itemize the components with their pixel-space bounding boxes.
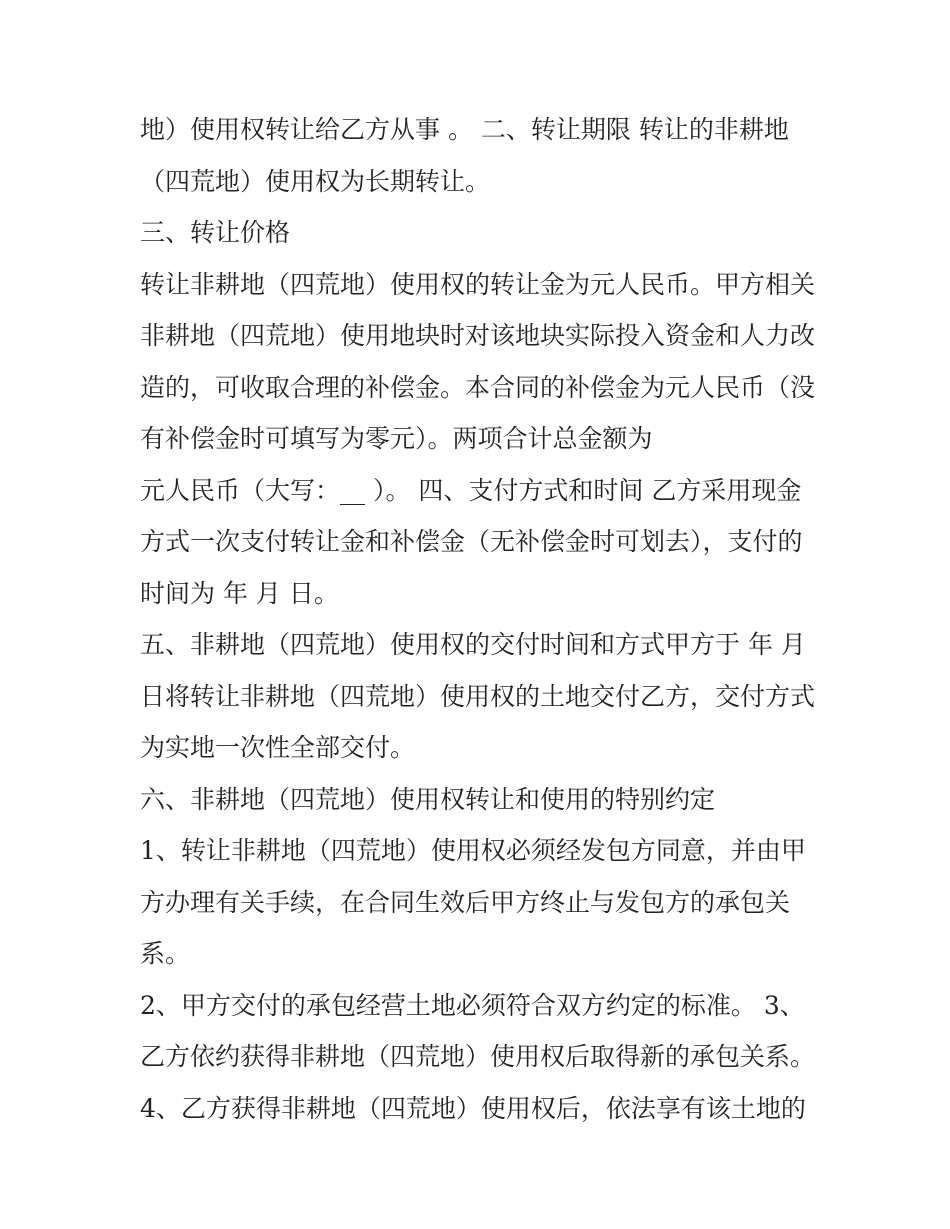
text-line: 非耕地（四荒地）使用地块时对该地块实际投入资金和人力改 (140, 321, 816, 350)
text-line: 地）使用权转让给乙方从事 。 二、转让期限 转让的非耕地 (140, 115, 789, 144)
text-line: 1、转让非耕地（四荒地）使用权必须经发包方同意，并由甲 (140, 836, 806, 865)
section-heading: 六、非耕地（四荒地）使用权转让和使用的特别约定 (140, 784, 716, 814)
text-line: 为实地一次性全部交付。 (140, 733, 416, 762)
text-line: 时间为 年 月 日。 (140, 578, 339, 608)
text-line: 造的，可收取合理的补偿金。本合同的补偿金为元人民币（没 (140, 372, 816, 402)
text-line: 日将转让非耕地（四荒地）使用权的土地交付乙方，交付方式 (140, 681, 816, 711)
text-line: 有补偿金时可填写为零元）。两项合计总金额为 (140, 424, 653, 453)
text-line: 方办理有关手续，在合同生效后甲方终止与发包方的承包关 (140, 887, 791, 917)
text-line: 五、非耕地（四荒地）使用权的交付时间和方式甲方于 年 月 (140, 630, 806, 659)
text-line: 转让非耕地（四荒地）使用权的转让金为元人民币。甲方相关 (140, 269, 816, 299)
contract-body-text (140, 104, 820, 1134)
text-line: 4、乙方获得非耕地（四荒地）使用权后，依法享有该土地的 (140, 1093, 806, 1123)
text-line: 元人民币（大写：__ ）。 四、支付方式和时间 乙方采用现金 (140, 475, 802, 505)
section-heading: 三、转让价格 (140, 218, 291, 247)
text-line: 2、甲方交付的承包经营土地必须符合双方约定的标准。 3、 (140, 990, 805, 1020)
text-line: （四荒地）使用权为长期转让。 (140, 166, 491, 196)
text-line: 系。 (140, 939, 191, 968)
text-line: 方式一次支付转让金和补偿金（无补偿金时可划去），支付的 (140, 527, 803, 556)
text-line: 乙方依约获得非耕地（四荒地）使用权后取得新的承包关系。 (140, 1042, 816, 1071)
